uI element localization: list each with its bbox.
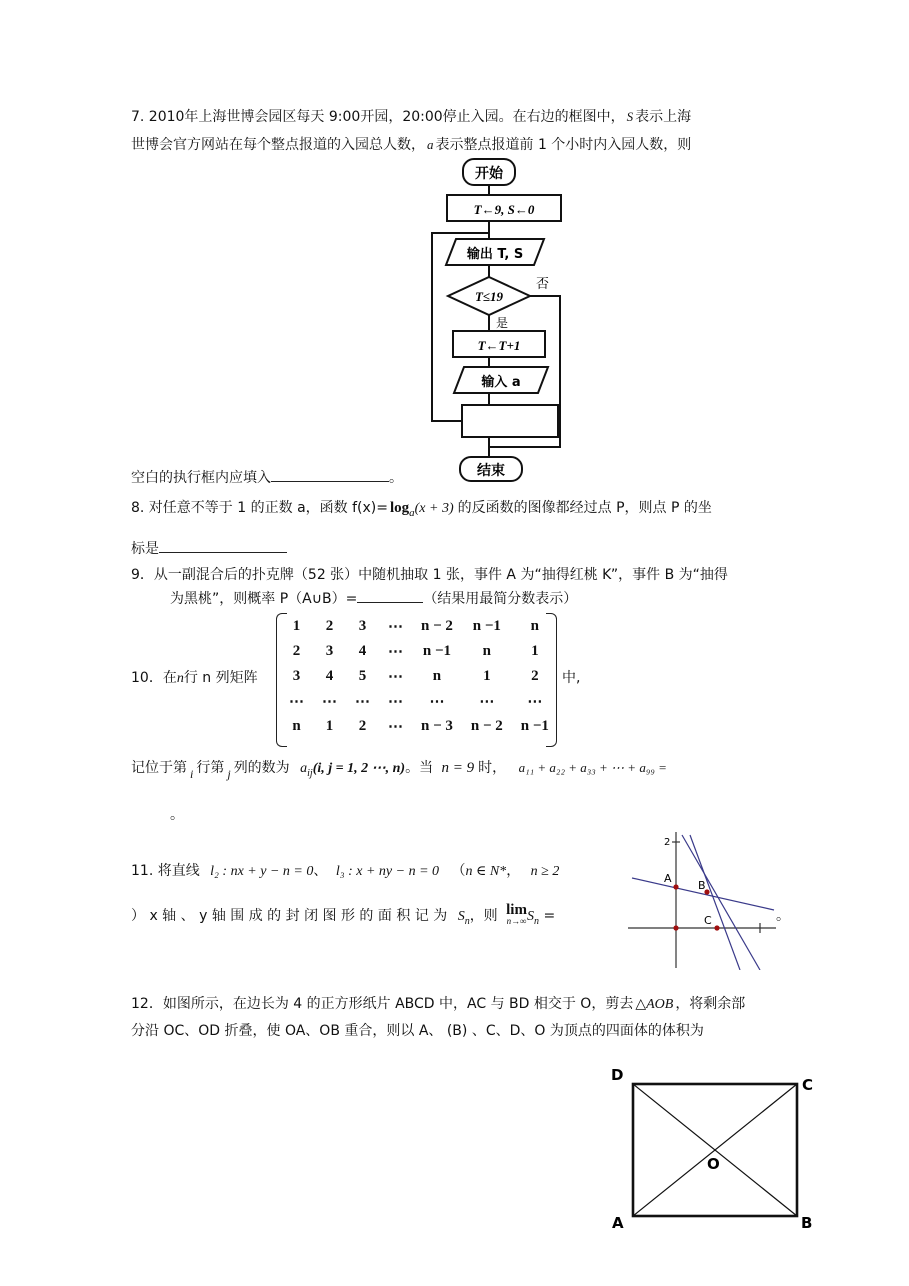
matrix-cell: ⋯ xyxy=(388,719,403,735)
matrix-cell: ⋯ xyxy=(322,694,337,710)
matrix-cell: 3 xyxy=(292,668,301,684)
vertex-D: D xyxy=(611,1066,624,1084)
matrix-cell: ⋯ xyxy=(388,669,403,685)
vertex-C: C xyxy=(802,1076,814,1094)
matrix-cell: ⋯ xyxy=(479,694,495,710)
q10-suffix: 中, xyxy=(562,670,581,686)
q11-end: 。 xyxy=(776,908,790,924)
matrix-row xyxy=(280,639,558,664)
flow-input-label: 输入 a xyxy=(481,375,521,390)
matrix-cell: 3 xyxy=(325,643,334,659)
flow-no-label: 否 xyxy=(536,277,550,292)
point-C xyxy=(714,925,719,930)
matrix-cell: n − 2 xyxy=(421,618,453,634)
matrix-row xyxy=(280,689,558,714)
q10-matrix xyxy=(280,614,558,739)
line-l2b xyxy=(690,835,740,970)
matrix-cell: ⋯ xyxy=(388,694,403,710)
matrix-cell: 4 xyxy=(358,643,367,659)
q7-tail: 空白的执行框内应填入 。 xyxy=(131,467,403,487)
matrix-row xyxy=(280,714,558,739)
matrix-cell: n xyxy=(482,643,491,659)
q11-graph xyxy=(628,830,778,970)
matrix-cell: 2 xyxy=(531,668,539,684)
matrix-cell: ⋯ xyxy=(355,694,370,710)
label-C: C xyxy=(704,914,712,927)
matrix-cell: n − 3 xyxy=(421,718,453,734)
q7-line2: 世博会官方网站在每个整点报道的入园总人数， a 表示整点报道前 1 个小时内入园人数，则 xyxy=(131,137,692,153)
tick-label-2: 2 xyxy=(664,837,671,848)
flow-incr-label: T←T+1 xyxy=(477,338,521,353)
flow-blank-box xyxy=(462,405,558,437)
matrix-cell: n −1 xyxy=(520,718,549,734)
matrix-cell: n xyxy=(530,618,540,634)
matrix-cell: 1 xyxy=(483,668,491,684)
matrix-cell: 2 xyxy=(358,718,367,734)
q8-answer-blank[interactable] xyxy=(159,538,287,553)
q8-line1: 8. 对任意不等于 1 的正数 a，函数 $f(x)= \log_a(x + 3)$ 的反函数的图像都经过点 P，则点 P 的坐 xyxy=(131,500,712,519)
q11-line1: 11. 将直线 l₂ : nx + y − n = 0、 l₃ : x + ny − n = 0 （n ∈ N*， n ≥ 2 xyxy=(131,863,560,879)
point-A xyxy=(673,884,678,889)
vertex-A: A xyxy=(612,1214,624,1232)
matrix-row xyxy=(280,614,558,639)
q11-line2: ） x 轴 、 y 轴 围 成 的 封 闭 图 形 的 面 积 记 为 $S_n$，则 lim n→∞ $S_n$ = xyxy=(131,902,556,927)
matrix-cell: 3 xyxy=(358,618,367,634)
line-l2a xyxy=(682,835,760,970)
matrix-cell: ⋯ xyxy=(388,644,403,660)
matrix-cell: 1 xyxy=(531,643,539,659)
matrix-cell: n −1 xyxy=(472,618,501,634)
flow-end-label: 结束 xyxy=(477,463,505,479)
matrix-cell: ⋯ xyxy=(388,619,403,635)
matrix-cell: 2 xyxy=(292,643,301,659)
q7-answer-blank[interactable] xyxy=(271,467,389,482)
matrix-row xyxy=(280,664,558,689)
flow-init-label: T←9, S←0 xyxy=(473,202,535,217)
q9-answer-blank[interactable] xyxy=(357,588,423,603)
q12-line2: 分沿 OC、OD 折叠，使 OA、OB 重合，则以 A、 (B) 、C、D、O 为顶点的四面体的体积为 xyxy=(131,1023,704,1039)
matrix-cell: n xyxy=(292,718,301,734)
label-B: B xyxy=(698,879,706,892)
flow-yes-label: 是 xyxy=(496,316,509,330)
q8-log: log xyxy=(389,500,410,516)
matrix-cell: 2 xyxy=(325,618,334,634)
label-A: A xyxy=(664,872,672,885)
point-origin xyxy=(673,925,678,930)
matrix-cell: 1 xyxy=(292,618,301,634)
vertex-O: O xyxy=(707,1155,720,1173)
matrix-cell: 4 xyxy=(325,668,334,684)
q10-prefix: 10．在n行 n 列矩阵 xyxy=(131,670,258,686)
q12-square-figure xyxy=(604,1060,826,1232)
matrix-cell: ⋯ xyxy=(527,694,543,710)
matrix-cell: n xyxy=(432,668,442,684)
q7-flowchart xyxy=(420,155,590,485)
q7-line1: 7. 2010年上海世博会园区每天 9:00开园，20:00停止入园。在右边的框图中， S 表示上海 xyxy=(131,109,692,125)
flow-cond-label: T≤19 xyxy=(474,289,504,304)
flow-output-label: 输出 T, S xyxy=(466,247,524,262)
matrix-cell: 1 xyxy=(325,718,334,734)
flow-start-label: 开始 xyxy=(475,166,503,182)
q10-line2: 记位于第 i 行第 j 列的数为 $a_{ij}(i$, j = 1, 2 ⋯, n)。当 n = 9 时， a₁₁ + a₂₂ + a₃₃ + ⋯ + a₉₉ = xyxy=(131,760,667,781)
q10-end: 。 xyxy=(170,807,184,823)
q12-line1: 12．如图所示，在边长为 4 的正方形纸片 ABCD 中，AC 与 BD 相交于 O，剪去 △AOB ，将剩余部 xyxy=(131,996,746,1012)
matrix-cell: 5 xyxy=(358,668,367,684)
matrix-cell: n −1 xyxy=(422,643,452,659)
q9-line1: 9．从一副混合后的扑克牌（52 张）中随机抽取 1 张，事件 A 为“抽得红桃 K”，事件 B 为“抽得 xyxy=(131,567,728,583)
matrix-cell: ⋯ xyxy=(289,694,304,710)
matrix-cell: n − 2 xyxy=(470,718,503,734)
q9-line2: 为黑桃”，则概率 P（A∪B）= （结果用最简分数表示） xyxy=(170,588,577,608)
q8-line2: 标是 xyxy=(131,538,287,558)
vertex-B: B xyxy=(801,1214,813,1232)
matrix-cell: ⋯ xyxy=(429,694,445,710)
